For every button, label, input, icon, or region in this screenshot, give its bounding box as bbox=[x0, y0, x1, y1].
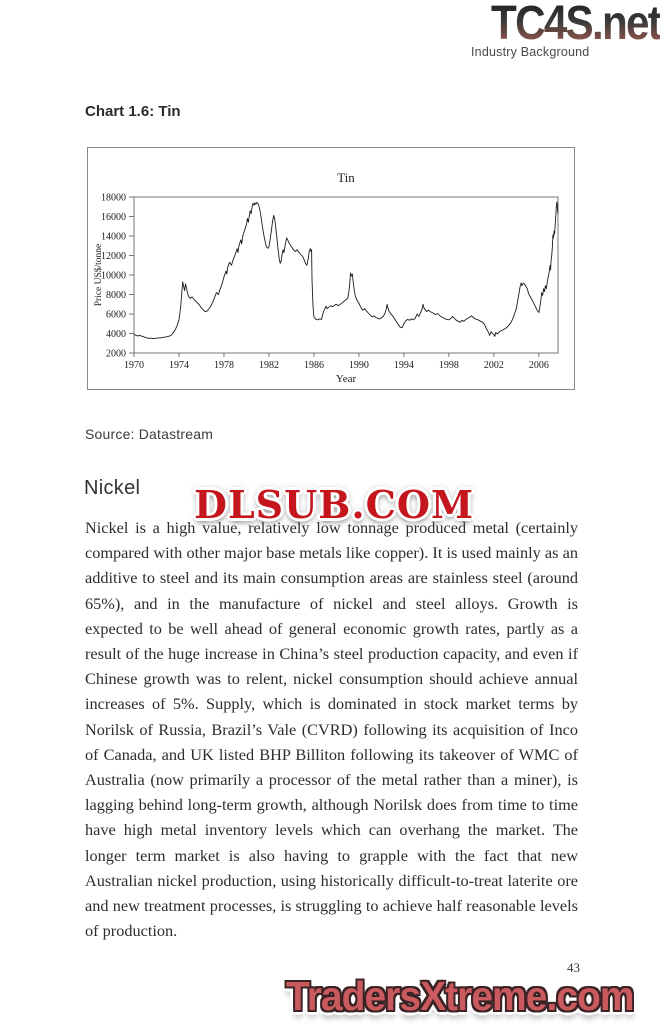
y-tick-label: 14000 bbox=[101, 231, 126, 243]
x-tick-label: 1998 bbox=[438, 360, 459, 371]
tradersxtreme-watermark: TradersXtreme.com bbox=[286, 973, 634, 1019]
y-tick-label: 8000 bbox=[106, 290, 126, 301]
page-number: 43 bbox=[567, 960, 580, 975]
x-tick-label: 1994 bbox=[393, 360, 414, 371]
y-tick-label: 16000 bbox=[101, 212, 126, 223]
y-tick-label: 6000 bbox=[106, 309, 126, 321]
page-header-section-label: Industry Background bbox=[471, 45, 590, 59]
x-tick-label: 2002 bbox=[483, 360, 504, 371]
x-tick-label: 2006 bbox=[528, 360, 549, 371]
tin-price-chart-frame bbox=[87, 147, 575, 390]
y-tick-label: 12000 bbox=[101, 251, 126, 262]
y-tick-label: 18000 bbox=[101, 192, 126, 204]
tc4s-watermark-logo: TC4S.net bbox=[491, 0, 660, 50]
x-tick-label: 1982 bbox=[258, 360, 279, 371]
x-axis-label: Year bbox=[335, 373, 357, 385]
x-tick-label: 1990 bbox=[348, 360, 369, 371]
y-tick-label: 2000 bbox=[106, 348, 126, 360]
y-tick-label: 10000 bbox=[101, 270, 126, 282]
x-tick-label: 1974 bbox=[168, 360, 189, 371]
plot-border bbox=[134, 197, 558, 353]
x-tick-label: 1970 bbox=[124, 360, 144, 371]
chart-source-note: Source: Datastream bbox=[85, 426, 214, 442]
section-heading-nickel: Nickel bbox=[84, 477, 141, 499]
y-axis-label: Price US$/tonne bbox=[94, 243, 104, 307]
nickel-body-paragraph: Nickel is a high value, relatively low tonnage produced metal (certainly compared with other major base metals like copper). It is used mainly as an additive to steel and its main consumption areas are stainless steel (around 65%), and in the manufacture of nickel and steel alloys. Growth is expected to be well ahead of general economic growth rates, partly as a result of the huge increase in China’s steel production capacity, and even if Chinese growth was to relent, nickel consumption should achieve annual increases of 5%. Supply, which is dominated in stock market terms by Norilsk of Russia, Brazil’s Vale (CVRD) following its acquisition of Inco of Canada, and UK listed BHP Billiton following its takeover of WMC of Australia (now primarily a processor of the metal rather than a miner), is lagging behind long-term growth, although Norilsk does from time to time have high metal inventory levels which can overhang the market. The longer term market is also having to grapple with the fact that new Australian nickel production, using historically difficult-to-treat laterite ore and new treatment processes, is struggling to achieve half reasonable levels of production. bbox=[85, 518, 578, 941]
tin-chart-svg bbox=[88, 148, 574, 389]
chart-caption: Chart 1.6: Tin bbox=[85, 103, 181, 120]
y-tick-label: 4000 bbox=[106, 329, 126, 340]
chart-title: Tin bbox=[337, 170, 355, 185]
x-tick-label: 1978 bbox=[213, 360, 234, 371]
price-line bbox=[134, 202, 558, 339]
x-tick-label: 1986 bbox=[303, 360, 324, 371]
dlsub-watermark: DLSUB.COM bbox=[194, 482, 475, 527]
